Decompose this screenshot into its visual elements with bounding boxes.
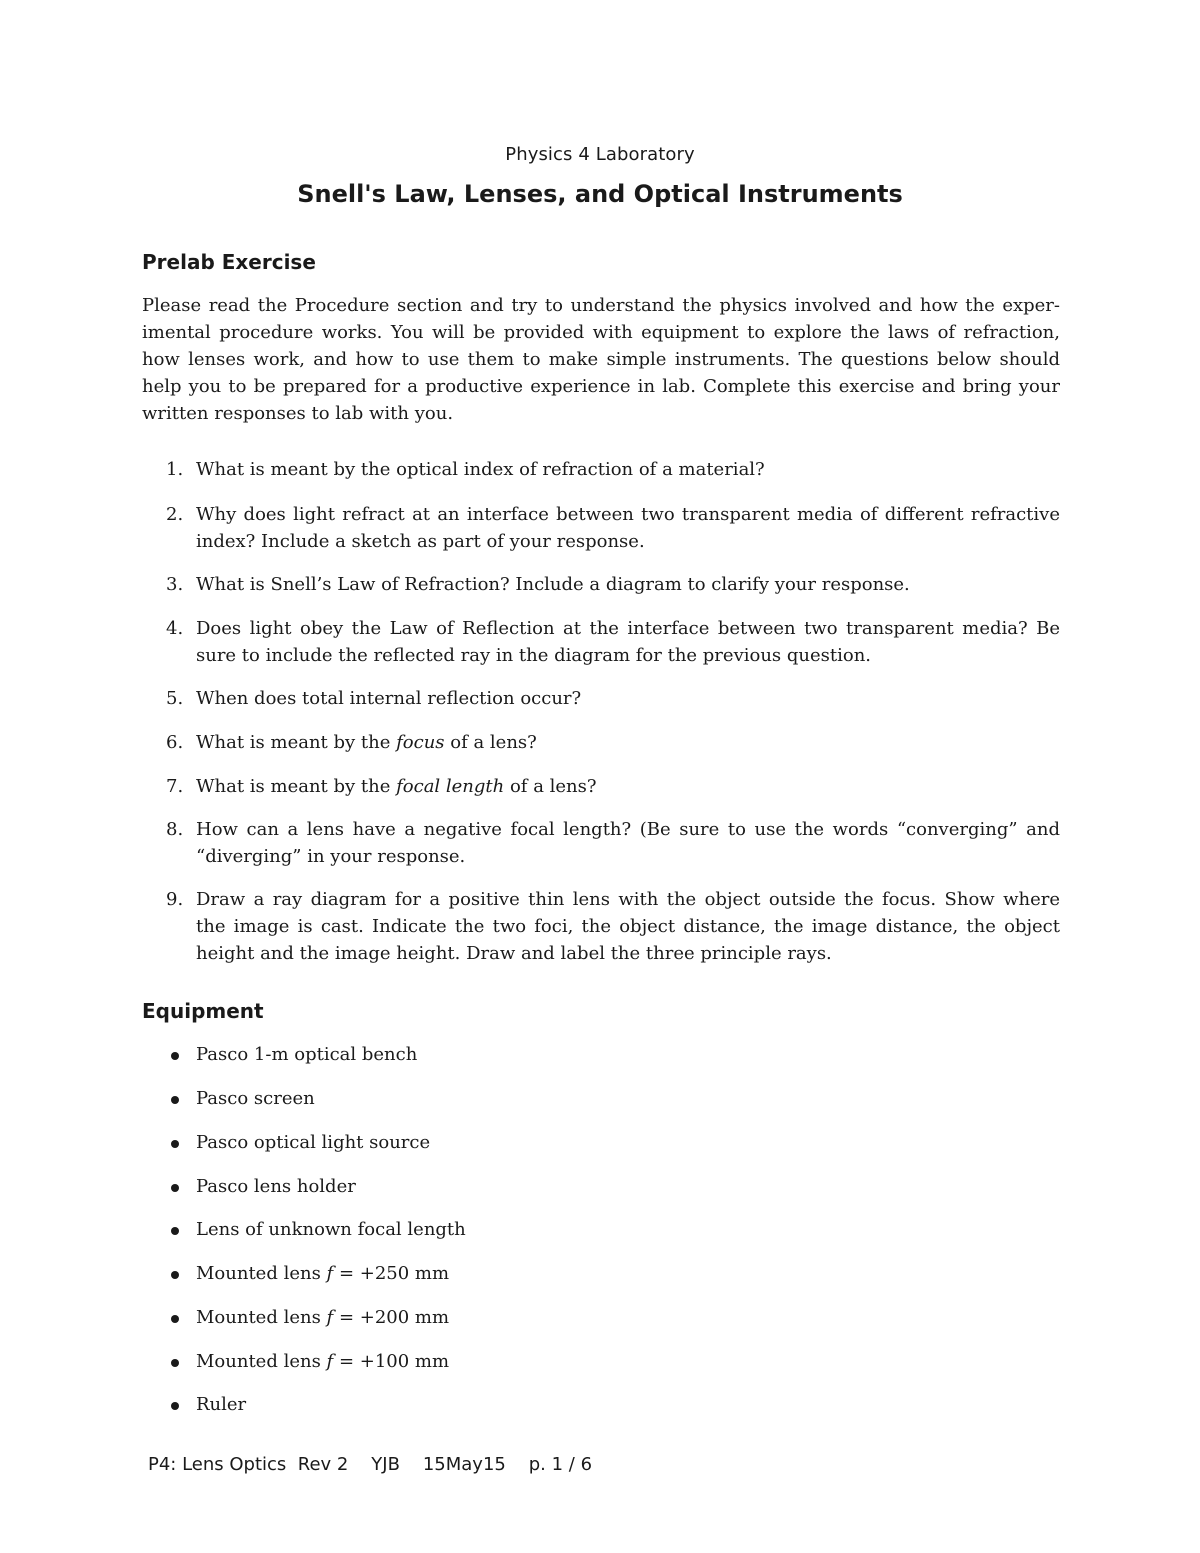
page-title: Snell's Law, Lenses, and Optical Instruments [297, 180, 903, 208]
intro-line: how lenses work, and how to use them to make simple instruments. The questions below should [142, 349, 1060, 370]
question-text: What is meant by the focal length of a lens? [196, 776, 597, 797]
question-text: When does total internal reflection occur? [196, 688, 582, 709]
question-text: index? Include a sketch as part of your response. [196, 531, 645, 552]
focal-variable: f [326, 1263, 334, 1284]
intro-line: Please read the Procedure section and try to understand the physics involved and how the exper- [142, 295, 1060, 316]
bullet-icon [171, 1184, 179, 1192]
question-number: 3. [166, 574, 184, 595]
equipment-heading: Equipment [142, 999, 264, 1023]
bullet-icon [171, 1271, 179, 1279]
page-footer [148, 1454, 592, 1475]
question-text: Why does light refract at an interface between two transparent media of different refractive [196, 504, 1060, 525]
question-item [142, 501, 1060, 555]
list-item: Pasco screen [172, 1085, 315, 1112]
list-item: Mounted lens f = +100 mm [172, 1348, 449, 1375]
question-number: 9. [166, 889, 184, 910]
intro-line: written responses to lab with you. [142, 403, 454, 424]
question-text: height and the image height. Draw and label the three principle rays. [196, 943, 832, 964]
question-item [142, 571, 1060, 598]
prelab-heading: Prelab Exercise [142, 250, 316, 274]
question-number: 6. [166, 732, 184, 753]
question-number: 1. [166, 459, 184, 480]
question-text: Draw a ray diagram for a positive thin lens with the object outside the focus. Show where [196, 889, 1060, 910]
list-item: Pasco optical light source [172, 1129, 430, 1156]
list-item: Lens of unknown focal length [172, 1216, 466, 1243]
focal-variable: f [326, 1307, 334, 1328]
question-item [142, 886, 1060, 967]
list-item: Mounted lens f = +200 mm [172, 1304, 449, 1331]
footer-author: YJB [371, 1454, 400, 1475]
question-number: 7. [166, 776, 184, 797]
question-text: What is meant by the focus of a lens? [196, 732, 537, 753]
bullet-icon [171, 1052, 179, 1060]
question-text: “diverging” in your response. [196, 846, 466, 867]
question-text: Does light obey the Law of Reflection at the interface between two transparent media? Be [196, 618, 1060, 639]
question-number: 8. [166, 819, 184, 840]
question-item [142, 729, 1060, 756]
question-number: 2. [166, 504, 184, 525]
question-text: sure to include the reflected ray in the diagram for the previous question. [196, 645, 872, 666]
question-item [142, 615, 1060, 669]
question-number: 4. [166, 618, 184, 639]
footer-date: 15May15 [422, 1454, 506, 1475]
question-text: What is Snell’s Law of Refraction? Include a diagram to clarify your response. [196, 574, 910, 595]
focal-variable: f [326, 1351, 334, 1372]
bullet-icon [171, 1140, 179, 1148]
question-item [142, 456, 1060, 483]
emphasis: focus [396, 732, 445, 753]
footer-rev: Rev 2 [297, 1454, 349, 1475]
intro-line: imental procedure works. You will be provided with equipment to explore the laws of refraction, [142, 322, 1060, 343]
bullet-icon [171, 1315, 179, 1323]
bullet-icon [171, 1359, 179, 1367]
footer-doc: P4: Lens Optics [148, 1454, 287, 1475]
question-item [142, 685, 1060, 712]
intro-line: help you to be prepared for a productive experience in lab. Complete this exercise and bring your [142, 376, 1060, 397]
question-item [142, 816, 1060, 870]
question-text: the image is cast. Indicate the two foci, the object distance, the image distance, the object [196, 916, 1060, 937]
bullet-icon [171, 1096, 179, 1104]
list-item: Pasco 1-m optical bench [172, 1041, 417, 1068]
prelab-intro [142, 292, 1060, 427]
question-number: 5. [166, 688, 184, 709]
bullet-icon [171, 1227, 179, 1235]
bullet-icon [171, 1402, 179, 1410]
list-item: Ruler [172, 1391, 246, 1418]
footer-page-number: p. 1 / 6 [528, 1454, 593, 1475]
question-text: How can a lens have a negative focal length? (Be sure to use the words “converging” and [196, 819, 1060, 840]
list-item: Pasco lens holder [172, 1173, 356, 1200]
list-item: Mounted lens f = +250 mm [172, 1260, 449, 1287]
emphasis: focal length [396, 776, 505, 797]
course-name: Physics 4 Laboratory [505, 144, 695, 165]
question-text: What is meant by the optical index of refraction of a material? [196, 459, 765, 480]
question-item [142, 773, 1060, 800]
